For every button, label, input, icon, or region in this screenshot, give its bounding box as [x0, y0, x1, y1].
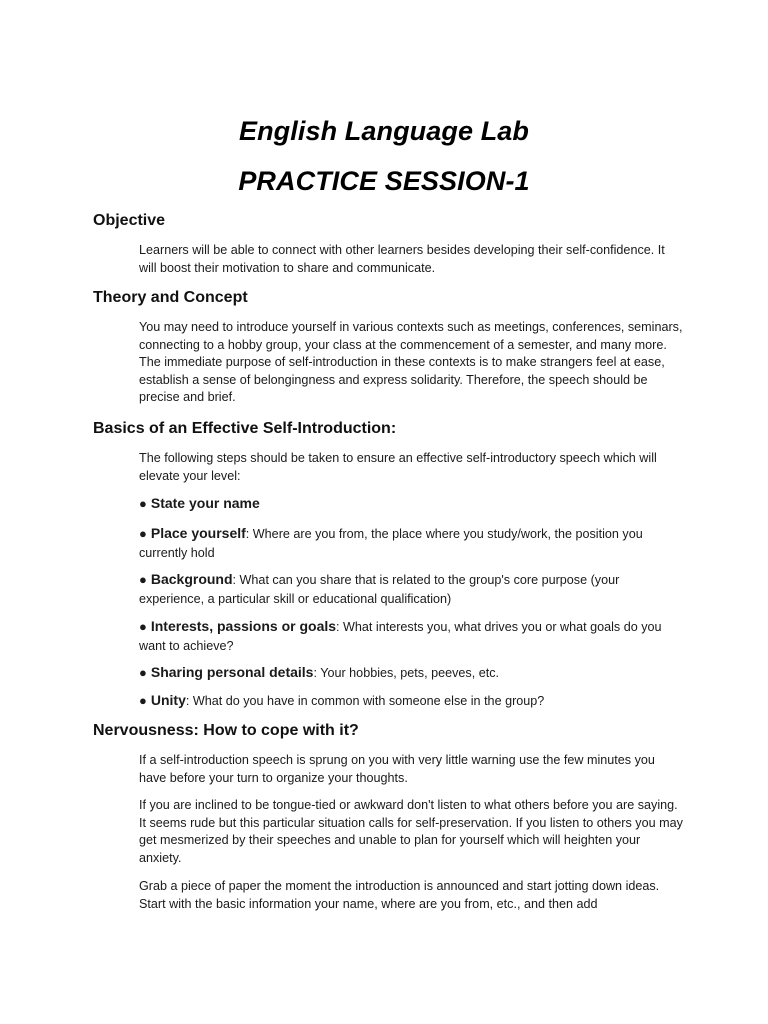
- bullet-item-unity: [139, 691, 684, 711]
- bullet-head: Interests, passions or goals: [150, 618, 337, 634]
- bullet-item-place-yourself: [139, 524, 684, 562]
- bullet-icon: ●: [139, 619, 147, 634]
- bullet-icon: ●: [139, 496, 147, 511]
- bullet-head: Sharing personal details: [150, 664, 314, 680]
- bullet-icon: ●: [139, 693, 147, 708]
- bullet-icon: ●: [139, 572, 147, 587]
- bullet-head: Place yourself: [150, 525, 246, 541]
- nervousness-paragraph-1: If a self-introduction speech is sprung on you with very little warning use the few minutes you have before your turn to organize your thoughts.: [139, 753, 655, 785]
- document-subtitle: PRACTICE SESSION-1: [238, 166, 530, 196]
- bullet-text: : Where are you from, the place where you study/work, the position you currently hold: [139, 527, 643, 560]
- nervousness-heading: Nervousness: How to cope with it?: [93, 722, 359, 739]
- bullet-text: : What can you share that is related to the group's core purpose (your experience, a particular skill or educational qualification): [139, 573, 620, 606]
- bullet-text: : What do you have in common with someone else in the group?: [185, 694, 545, 708]
- objective-text: Learners will be able to connect with other learners besides developing their self-confidence. It will boost their motivation to share and communicate.: [139, 243, 665, 275]
- bullet-head: State your name: [150, 495, 260, 511]
- bullet-item-interests: [139, 617, 684, 655]
- bullet-item-personal-details: [139, 663, 684, 683]
- nervousness-paragraph-2: If you are inclined to be tongue-tied or awkward don't listen to what others before you are saying. It seems rude but this particular situation calls for self-preservation. If you listen to others you may get mesmerized by their speeches and unable to plan for yourself which will heighten your anxiety.: [139, 798, 683, 865]
- nervousness-paragraph-3: Grab a piece of paper the moment the introduction is announced and start jotting down ideas. Start with the basic information your name, where are you from, etc., and then add: [139, 879, 660, 911]
- bullet-icon: ●: [139, 665, 147, 680]
- theory-text: You may need to introduce yourself in various contexts such as meetings, conferences, seminars, connecting to a hobby group, your class at the commencement of a semester, and many more. The immediate purpose of self-introduction in these contexts is to make strangers feel at ease, establish a sense of belongingness and express solidarity. Therefore, the speech should be precise and brief.: [139, 320, 683, 405]
- bullet-item-background: [139, 570, 684, 608]
- bullet-head: Background: [150, 571, 233, 587]
- bullet-text: : Your hobbies, pets, peeves, etc.: [313, 666, 500, 680]
- theory-heading: Theory and Concept: [93, 289, 248, 306]
- bullet-text: : What interests you, what drives you or what goals do you want to achieve?: [139, 620, 662, 653]
- basics-intro: The following steps should be taken to ensure an effective self-introductory speech which will elevate your level:: [139, 451, 657, 483]
- basics-heading: Basics of an Effective Self-Introduction:: [93, 420, 397, 437]
- bullet-icon: ●: [139, 526, 147, 541]
- bullet-item-state-name: [139, 494, 684, 514]
- document-title: English Language Lab: [238, 116, 530, 146]
- objective-heading: Objective: [93, 212, 166, 229]
- bullet-head: Unity: [150, 692, 186, 708]
